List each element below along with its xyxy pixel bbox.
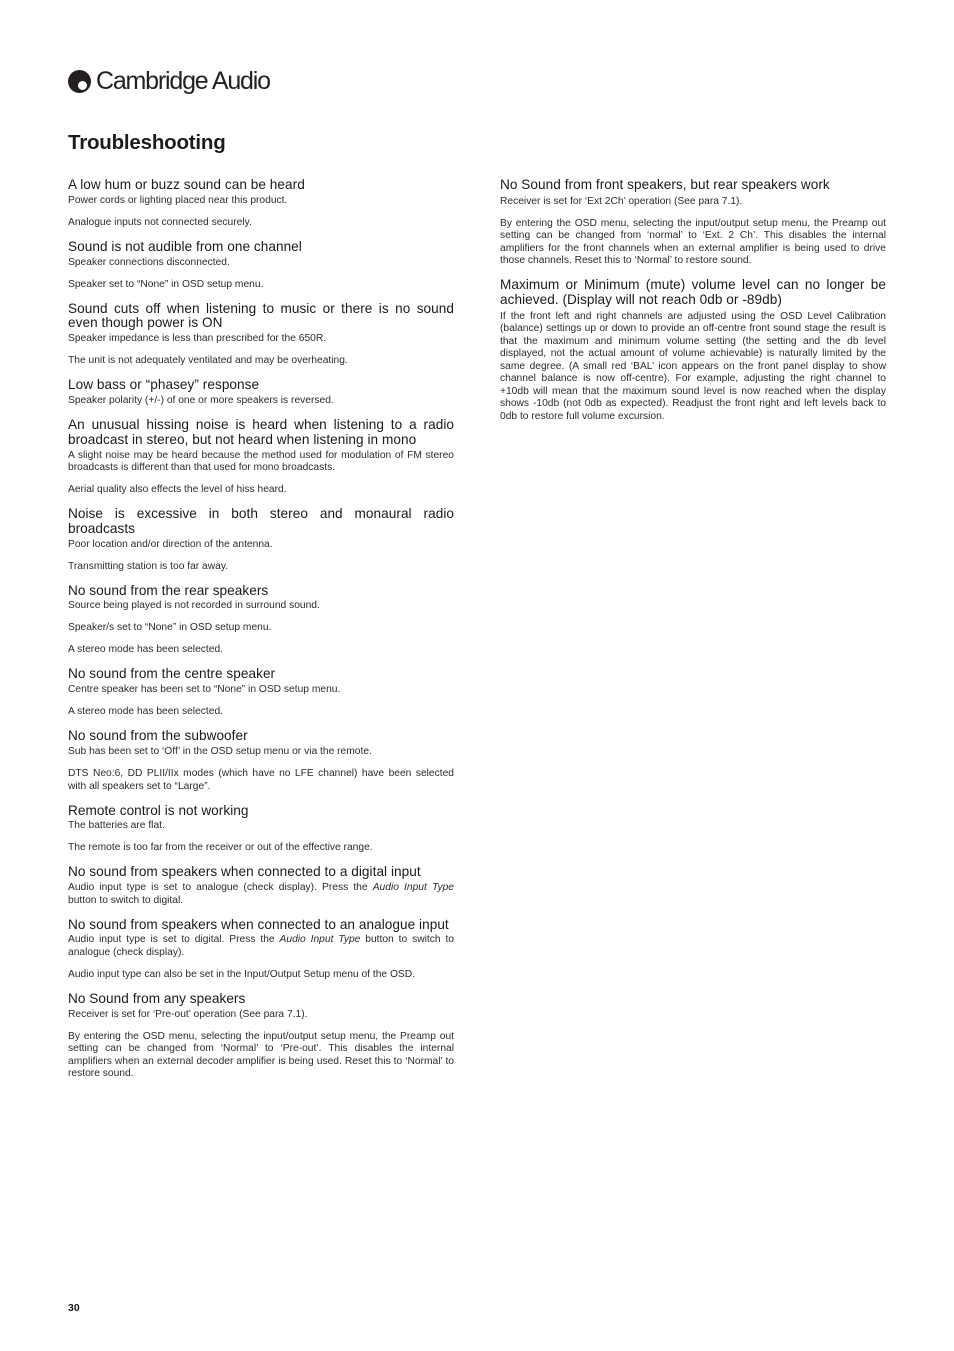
section-text: Transmitting station is too far away. (68, 560, 229, 572)
section-heading: Noise is excessive in both stereo and monaural radio broadcasts (68, 506, 454, 536)
section-text: Audio input type is set to analogue (check display). Press the Audio Input Type button to switch to digital. (68, 882, 454, 906)
section-heading: Sound is not audible from one channel (68, 238, 302, 254)
section-text: If the front left and right channels are adjusted using the OSD Level Calibration (balance) settings up or down to provide an off-centre front sound stage the result is that the maximum and minimum volume setting (the setting and the db level displayed, not the actual amount of volume achievable) is naturally limited by the same degree. (A small red ‘BAL’ icon appears on the front panel display to show channel balance is now off-centre). For example, adjusting the right channel to +10db will mean that the maximum sound level is now reached when the display shows -10db (not 0db as expected). Readjust the front right and left levels back to 0db to restore full volume excursion. (500, 310, 886, 422)
brand-logo-icon (68, 70, 91, 93)
section-text: Audio input type can also be set in the Input/Output Setup menu of the OSD. (68, 968, 416, 980)
section-heading: No sound from speakers when connected to a digital input (68, 864, 421, 880)
section-text: Power cords or lighting placed near this product. (68, 194, 288, 206)
section-heading: Maximum or Minimum (mute) volume level can no longer be achieved. (Display will not reach 0db or -89db) (500, 277, 886, 308)
section-text: Source being played is not recorded in surround sound. (68, 600, 320, 612)
section-text: Speaker set to “None” in OSD setup menu. (68, 278, 264, 290)
section-text: A slight noise may be heard because the method used for modulation of FM stereo broadcasts is different than that used for mono broadcasts. (68, 449, 454, 474)
section-remote-control (68, 804, 454, 855)
left-column (68, 178, 454, 1091)
section-heading: No sound from speakers when connected to an analogue input (68, 916, 449, 932)
section-heading: Sound cuts off when listening to music or there is no sound even though power is ON (68, 300, 454, 331)
section-one-channel (68, 240, 454, 291)
section-heading: A low hum or buzz sound can be heard (68, 177, 305, 192)
section-analogue-input (68, 918, 454, 982)
section-digital-input (68, 865, 454, 907)
section-text: Speaker impedance is less than prescribed for the 650R. (68, 333, 327, 345)
section-text: Sub has been set to ‘Off’ in the OSD setup menu or via the remote. (68, 746, 372, 758)
section-text: A stereo mode has been selected. (68, 706, 223, 718)
section-heading: No Sound from front speakers, but rear speakers work (500, 177, 830, 192)
brand-name: Cambridge Audio (96, 66, 270, 95)
section-text: By entering the OSD menu, selecting the input/output setup menu, the Preamp out setting can be changed from ‘normal’ to ‘Ext. 2 Ch’. This disables the internal amplifiers for the front channels when an external amplifier is being used to drive those channels. Reset this to ‘Normal’ to restore sound. (500, 217, 886, 267)
section-text: DTS Neo:6, DD PLII/IIx modes (which have no LFE channel) have been selected with all speakers set to “Large”. (68, 768, 454, 792)
section-hum-buzz (68, 178, 454, 229)
section-any-speakers (68, 992, 454, 1081)
section-text: Aerial quality also effects the level of hiss heard. (68, 484, 287, 496)
section-text: Centre speaker has been set to “None” in OSD setup menu. (68, 684, 341, 696)
section-text: The remote is too far from the receiver or out of the effective range. (68, 842, 373, 854)
section-heading: Low bass or “phasey” response (68, 377, 260, 393)
section-excessive-noise (68, 507, 454, 573)
section-low-bass (68, 378, 454, 407)
section-text: The batteries are flat. (68, 820, 165, 832)
section-text: Poor location and/or direction of the antenna. (68, 538, 273, 550)
section-front-speakers (500, 178, 886, 268)
section-text: Analogue inputs not connected securely. (68, 216, 252, 228)
section-heading: No Sound from any speakers (68, 990, 246, 1006)
section-heading: No sound from the subwoofer (68, 728, 248, 744)
section-subwoofer (68, 729, 454, 793)
section-text: A stereo mode has been selected. (68, 644, 223, 656)
section-text: By entering the OSD menu, selecting the input/output setup menu, the Preamp out setting can be changed from ‘Normal’ to ‘Pre-out’. This disables the internal amplifiers when an external decoder amplifier is being used. Reset this to ‘Normal’ to restore sound. (68, 1030, 454, 1080)
section-hissing-noise (68, 418, 454, 497)
section-rear-speakers (68, 584, 454, 657)
section-heading: An unusual hissing noise is heard when listening to a radio broadcast in stereo, but not heard when listening in mono (68, 416, 454, 447)
right-column (500, 178, 886, 434)
section-text: Receiver is set for ‘Pre-out’ operation (See para 7.1). (68, 1008, 308, 1020)
section-text: Speaker connections disconnected. (68, 256, 230, 268)
section-text: Speaker polarity (+/-) of one or more speakers is reversed. (68, 394, 334, 406)
page-title: Troubleshooting (68, 131, 226, 154)
section-text: Speaker/s set to “None” in OSD setup menu. (68, 622, 272, 634)
page-number: 30 (68, 1302, 80, 1314)
section-text: The unit is not adequately ventilated and may be overheating. (68, 355, 348, 367)
section-text: Receiver is set for ‘Ext 2Ch’ operation (See para 7.1). (500, 195, 743, 207)
emphasis: Audio Input Type (372, 882, 454, 894)
section-heading: Remote control is not working (68, 802, 249, 818)
section-heading: No sound from the rear speakers (68, 582, 269, 598)
section-centre-speaker (68, 667, 454, 718)
section-volume-level (500, 278, 886, 423)
section-sound-cuts-off (68, 302, 454, 368)
section-heading: No sound from the centre speaker (68, 666, 276, 682)
section-text: Audio input type is set to digital. Press the Audio Input Type button to switch to analogue (check display). (68, 934, 454, 958)
emphasis: Audio Input Type (279, 934, 361, 946)
brand-logo (68, 66, 270, 96)
